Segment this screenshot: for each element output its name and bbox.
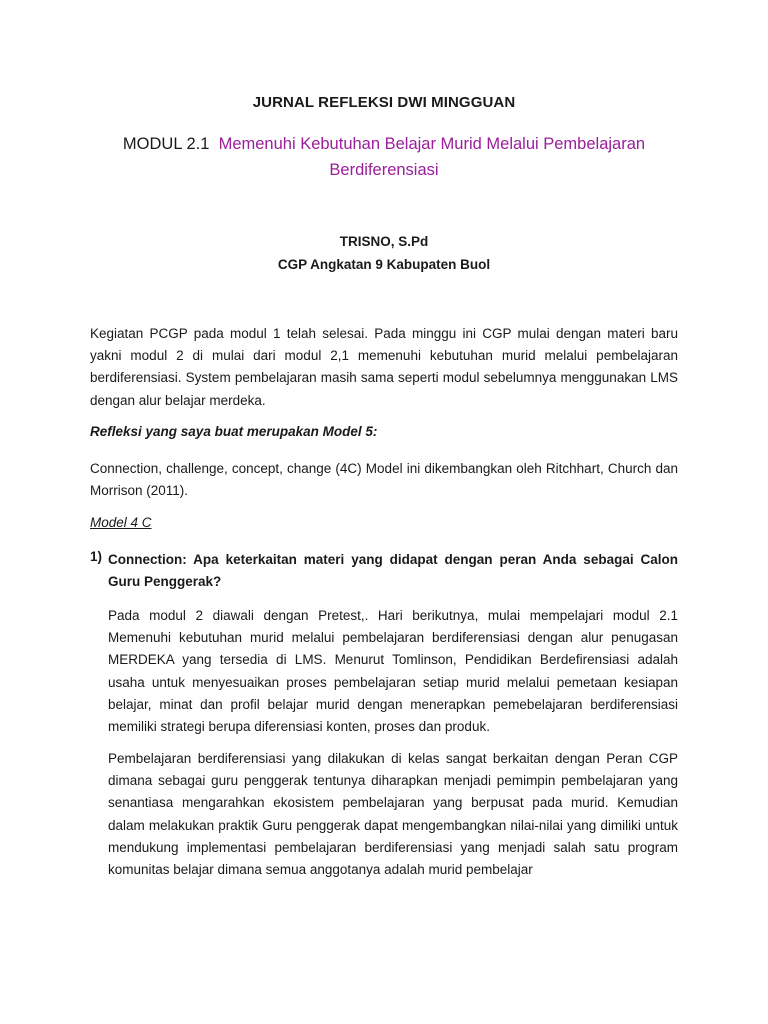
question-number: 1)	[90, 549, 103, 564]
answer-paragraph-1: Pada modul 2 diawali dengan Pretest,. Hari berikutnya, mulai mempelajari modul 2.1 Memenuhi kebutuhan murid melalui pembelajaran berdiferensiasi dengan alur penugasan MERDEKA yang tersedia di LMS. Menurut Tomlinson, Pendidikan Berdefirensiasi adalah usaha untuk menyesuaikan proses pembelajaran setiap murid melalui pemetaan kesiapan belajar, minat dan profil belajar murid dengan menerapkan pemebelajaran berdiferensiasi memiliki strategi berupa diferensiasi konten, proses dan produk.	[108, 608, 678, 735]
question-text: Connection: Apa keterkaitan materi yang didapat dengan peran Anda sebagai Calon Guru Penggerak?	[108, 552, 678, 590]
reflection-heading: Refleksi yang saya buat merupakan Model 5:	[90, 424, 378, 439]
document-title: JURNAL REFLEKSI DWI MINGGUAN	[252, 94, 516, 111]
answer-paragraph-2: Pembelajaran berdiferensiasi yang dilakukan di kelas sangat berkaitan dengan Peran CGP dimana sebagai guru penggerak tentunya diharapkan menjadi pemimpin pembelajaran yang senantiasa mengarahkan ekosistem pembelajaran yang berpusat pada murid. Kemudian dalam melakukan praktik Guru penggerak dapat mengembangkan nilai-nilai yang dimiliki untuk mendukung implementasi pembelajaran berdiferensiasi yang menjadi salah satu program komunitas belajar dimana semua anggotanya adalah murid pembelajar	[108, 751, 678, 878]
module-heading	[90, 131, 678, 183]
author-group: CGP Angkatan 9 Kabupaten Buol	[277, 257, 491, 272]
module-subject: Memenuhi Kebutuhan Belajar Murid Melalui Pembelajaran Berdiferensiasi	[218, 135, 646, 179]
model-subheading: Model 4 C	[90, 515, 152, 530]
module-label: MODUL 2.1	[122, 135, 210, 153]
author-name: TRISNO, S.Pd	[339, 234, 429, 249]
intro-paragraph: Kegiatan PCGP pada modul 1 telah selesai. Pada minggu ini CGP mulai dengan materi baru yakni modul 2 di mulai dari modul 2,1 memenuhi kebutuhan murid melalui pembelajaran berdiferensiasi. System pembelajaran masih sama seperti modul sebelumnya menggunakan LMS dengan alur belajar merdeka.	[90, 326, 678, 408]
model-paragraph: Connection, challenge, concept, change (4C) Model ini dikembangkan oleh Ritchhart, Church dan Morrison (2011).	[90, 461, 678, 499]
